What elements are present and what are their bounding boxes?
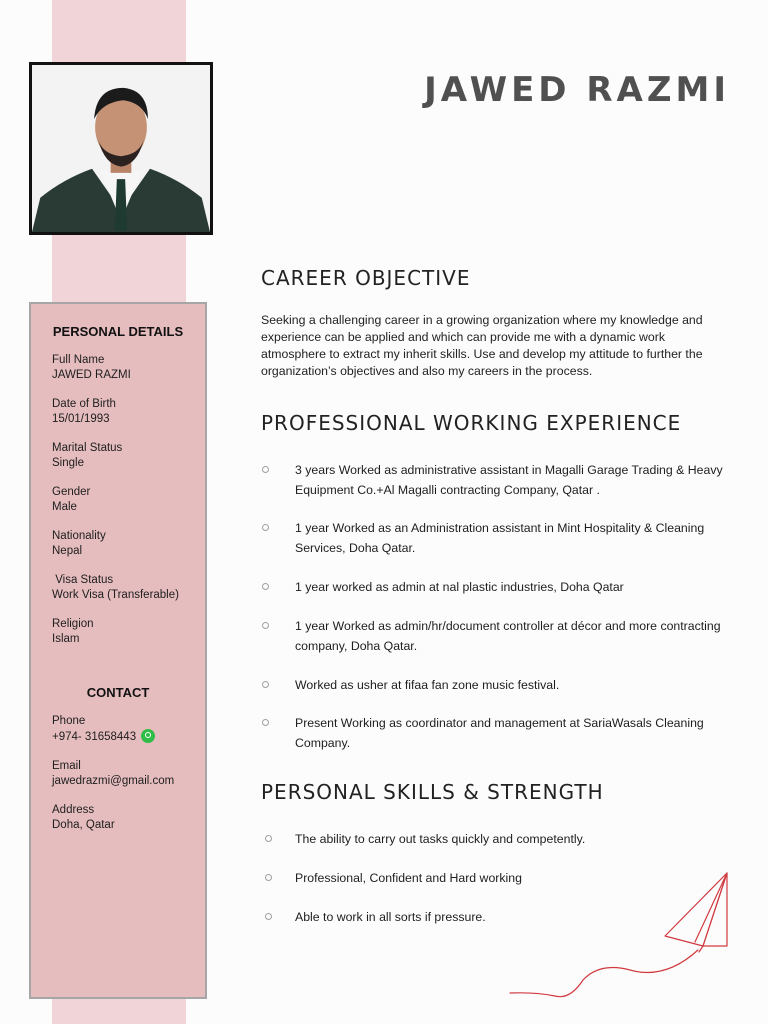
contact-heading: CONTACT	[86, 685, 150, 700]
list-item-text: 1 year Worked as admin/hr/document controller at décor and more contracting company, Doha Qatar.	[295, 619, 721, 653]
detail-value: Work Visa (Transferable)	[52, 589, 179, 601]
paper-plane-icon	[505, 868, 740, 1008]
experience-title: PROFESSIONAL WORKING EXPERIENCE	[261, 411, 682, 435]
list-item-text: The ability to carry out tasks quickly and competently.	[295, 832, 586, 846]
detail-label: Religion	[52, 618, 94, 630]
whatsapp-icon	[141, 729, 155, 743]
bullet-icon	[262, 719, 269, 726]
detail-date-of-birth	[52, 397, 205, 427]
contact-email	[52, 759, 205, 789]
candidate-name: JAWED RAZMI	[424, 70, 730, 110]
bullet-icon	[262, 583, 269, 590]
detail-label: Marital Status	[52, 442, 123, 454]
bullet-icon	[265, 913, 272, 920]
email-value[interactable]: jawedrazmi@gmail.com	[52, 775, 175, 787]
phone-value[interactable]: +974- 31658443	[52, 731, 137, 743]
email-label: Email	[52, 760, 81, 772]
contact-list	[31, 714, 205, 833]
detail-label: Full Name	[52, 354, 105, 366]
bullet-icon	[262, 681, 269, 688]
address-label: Address	[52, 804, 95, 816]
list-item-text: Worked as usher at fifaa fan zone music festival.	[295, 678, 560, 692]
bullet-icon	[262, 622, 269, 629]
detail-value: JAWED RAZMI	[52, 369, 131, 381]
profile-photo	[29, 62, 213, 235]
personal-details-heading: PERSONAL DETAILS	[52, 324, 184, 339]
sidebar-panel	[29, 302, 207, 999]
career-objective-text: Seeking a challenging career in a growing organization where my knowledge and experience can be applied and which can provide me with a dynamic work atmosphere to extract my inherit skills. Use and develop my attitude to further the organization’s objectives and also my careers in the process.	[261, 313, 703, 378]
detail-value: Nepal	[52, 545, 83, 557]
detail-religion	[52, 617, 205, 647]
career-objective-title: CAREER OBJECTIVE	[261, 266, 471, 290]
bullet-icon	[265, 874, 272, 881]
list-item-text: Present Working as coordinator and management at SariaWasals Cleaning Company.	[295, 716, 704, 750]
list-item-text: Able to work in all sorts if pressure.	[295, 910, 486, 924]
detail-label: Visa Status	[52, 574, 114, 586]
bullet-icon	[262, 524, 269, 531]
detail-marital-status	[52, 441, 205, 471]
bullet-icon	[262, 466, 269, 473]
contact-phone	[52, 714, 205, 745]
contact-address	[52, 803, 205, 833]
detail-value: Male	[52, 501, 77, 513]
detail-nationality	[52, 529, 205, 559]
personal-details-list	[31, 353, 205, 647]
bullet-icon	[265, 835, 272, 842]
detail-visa-status	[52, 573, 205, 603]
list-item-text: 1 year Worked as an Administration assistant in Mint Hospitality & Cleaning Services, Doha Qatar.	[295, 521, 705, 555]
detail-value: Single	[52, 457, 84, 469]
detail-value: 15/01/1993	[52, 413, 110, 425]
address-value: Doha, Qatar	[52, 819, 115, 831]
list-item-text: 3 years Worked as administrative assistant in Magalli Garage Trading & Heavy Equipment Co.+Al Magalli contracting Company, Qatar .	[295, 463, 723, 497]
list-item-text: Professional, Confident and Hard working	[295, 871, 522, 885]
phone-label: Phone	[52, 715, 86, 727]
phone-row	[52, 729, 205, 745]
detail-label: Nationality	[52, 530, 106, 542]
detail-value: Islam	[52, 633, 80, 645]
list-item-text: 1 year worked as admin at nal plastic industries, Doha Qatar	[295, 580, 624, 594]
skills-title: PERSONAL SKILLS & STRENGTH	[261, 780, 604, 804]
detail-label: Date of Birth	[52, 398, 116, 410]
detail-label: Gender	[52, 486, 91, 498]
detail-gender	[52, 485, 205, 515]
detail-full-name	[52, 353, 205, 383]
